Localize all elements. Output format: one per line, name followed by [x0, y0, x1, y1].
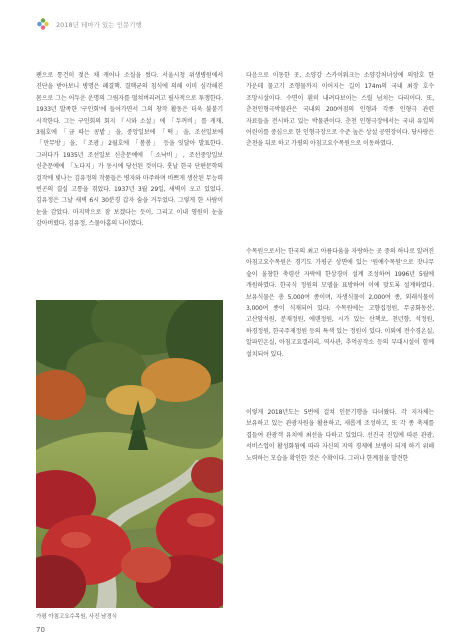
left-column-text — [36, 70, 223, 230]
flower-emblem-icon — [36, 17, 50, 31]
garden-photo — [36, 300, 223, 608]
page-number: 70 — [36, 626, 45, 634]
right-column-lower-paragraph: 이렇게 2018년도는 5번에 걸쳐 인문기행을 다녀왔다. 각 지자체는 보유하고 있는 관광자원을 활용하고, 새롭게 조성하고, 또 각 종 축제를 겹들여 관광객 유치에 최선을 다하고 있었다. 선진국 진입에 따른 관광, 서비스업이 활성화됨에 따라 자신의 지역 경제에 보탬이 되게 하기 위해 노력하는 모습을 확인한 것은 수확이다. 그러나 한계점을 발견한 — [246, 409, 434, 462]
body-paragraph: 팬으로 통건히 젖은 채 캐어나 소실을 썼다. 서울시청 위생병원에서 진단을 받아보니 병명은 폐결핵. 결핵균의 침식에 의해 이미 심각해진 몸으로 그는 어두운 운명의 그림자를 떨쳐버리려고 필사적으로 투쟁한다. 1933년 발족한 '구인회'에 들어가면서 그의 창작 활동은 더욱 불붙기 시작한다. 그는 구인회의 회지 『시와 소설』에 「두꺼비」를 게재, 3월호에 「금 따는 콩밭」을, 중앙일보에 「떡」을, 조선일보에 「만무방」을, 『조광』2월호에 「봄봄」 등을 잇달아 발표한다. 그러다가 1935년 조선일보 신춘문예에 「소낙비」, 조선중앙일보 신춘문예에 「노다지」가 동시에 당선된 것이다. 훗날 한국 단편문학의 걸작에 빛나는 김유정의 작품들은 병자와 마주하며 바쁘게 생산된 무능력 빈곤의 결실 고통을 겪었다. 1937년 3월 29일, 새벽이 오고 있었다. 김유정은 그날 새벽 6시 30분경 갑자 숨을 거두었다. 그렇게 한 사람이 눈을 감았다. 마지막으로 잠 보겠다는 듯이, 그리고 이내 영원히 눈을 감아버렸다. 김유정, 스물아홉의 나이였다. — [36, 72, 223, 228]
running-header — [36, 16, 467, 32]
header-title: 2018년 테마가 있는 인문기행 — [56, 20, 142, 29]
right-column-text — [246, 70, 434, 150]
right-column-middle-paragraph: 수목원으로서는 한국의 최고 아름다움을 자랑하는 곳 중의 하나로 알려진 아침고요수목원은 경기도 가평군 상면에 있는 '원예수목원'으로 잣나무 숲이 울창한 축령산 자락에 한상경이 설계 조성하여 1996년 5월에 개원하였다. 한국식 정원의 모델을 표방하여 이에 맞도록 설계하였다. 보유식물은 총 5,000여 종이며, 자생식물이 2,000여 종, 외래식물이 3,000여 종이 식재되어 있다. 수목원에는 고향집정원, 무궁화동산, 고산암석원, 분재정원, 에덴정원, 시가 있는 산책로, 천년향, 석정원, 하경정원, 한국주제정원 등의 특색 있는 정원이 있다. 이외에 전수경온실, 알파인온실, 아침고요갤러리, 역사관, 추억공작소 등의 부대시설이 함께 설치되어 있다. — [246, 248, 434, 358]
garden-photo-illustration — [36, 300, 223, 608]
body-paragraph: 다음으로 이동한 곳, 소양강 스카이워크는 소양강처녀상에 의암호 한 가운데 물고기 조형물까지 이어지는 길이 174m의 국내 최장 호수 조망시설이다. 수면이 훤히 내려다보이는 스릴 넘치는 다리이다. 또, 춘천인형극박물관은 국내외 200여점의 인형과 각종 인형극 관련 자료들을 전시하고 있는 박물관이다. 춘천 인형극장에서는 국내 유일의 어린이를 중심으로 한 인형극장으로 수준 높은 상설 공연장이다. 당사랑은 춘천을 뒤로 하고 가평의 아침고요수목원으로 이동하였다. — [246, 72, 434, 148]
photo-caption: 가평 아침고요수목원, 사진 남경식 — [36, 614, 117, 620]
